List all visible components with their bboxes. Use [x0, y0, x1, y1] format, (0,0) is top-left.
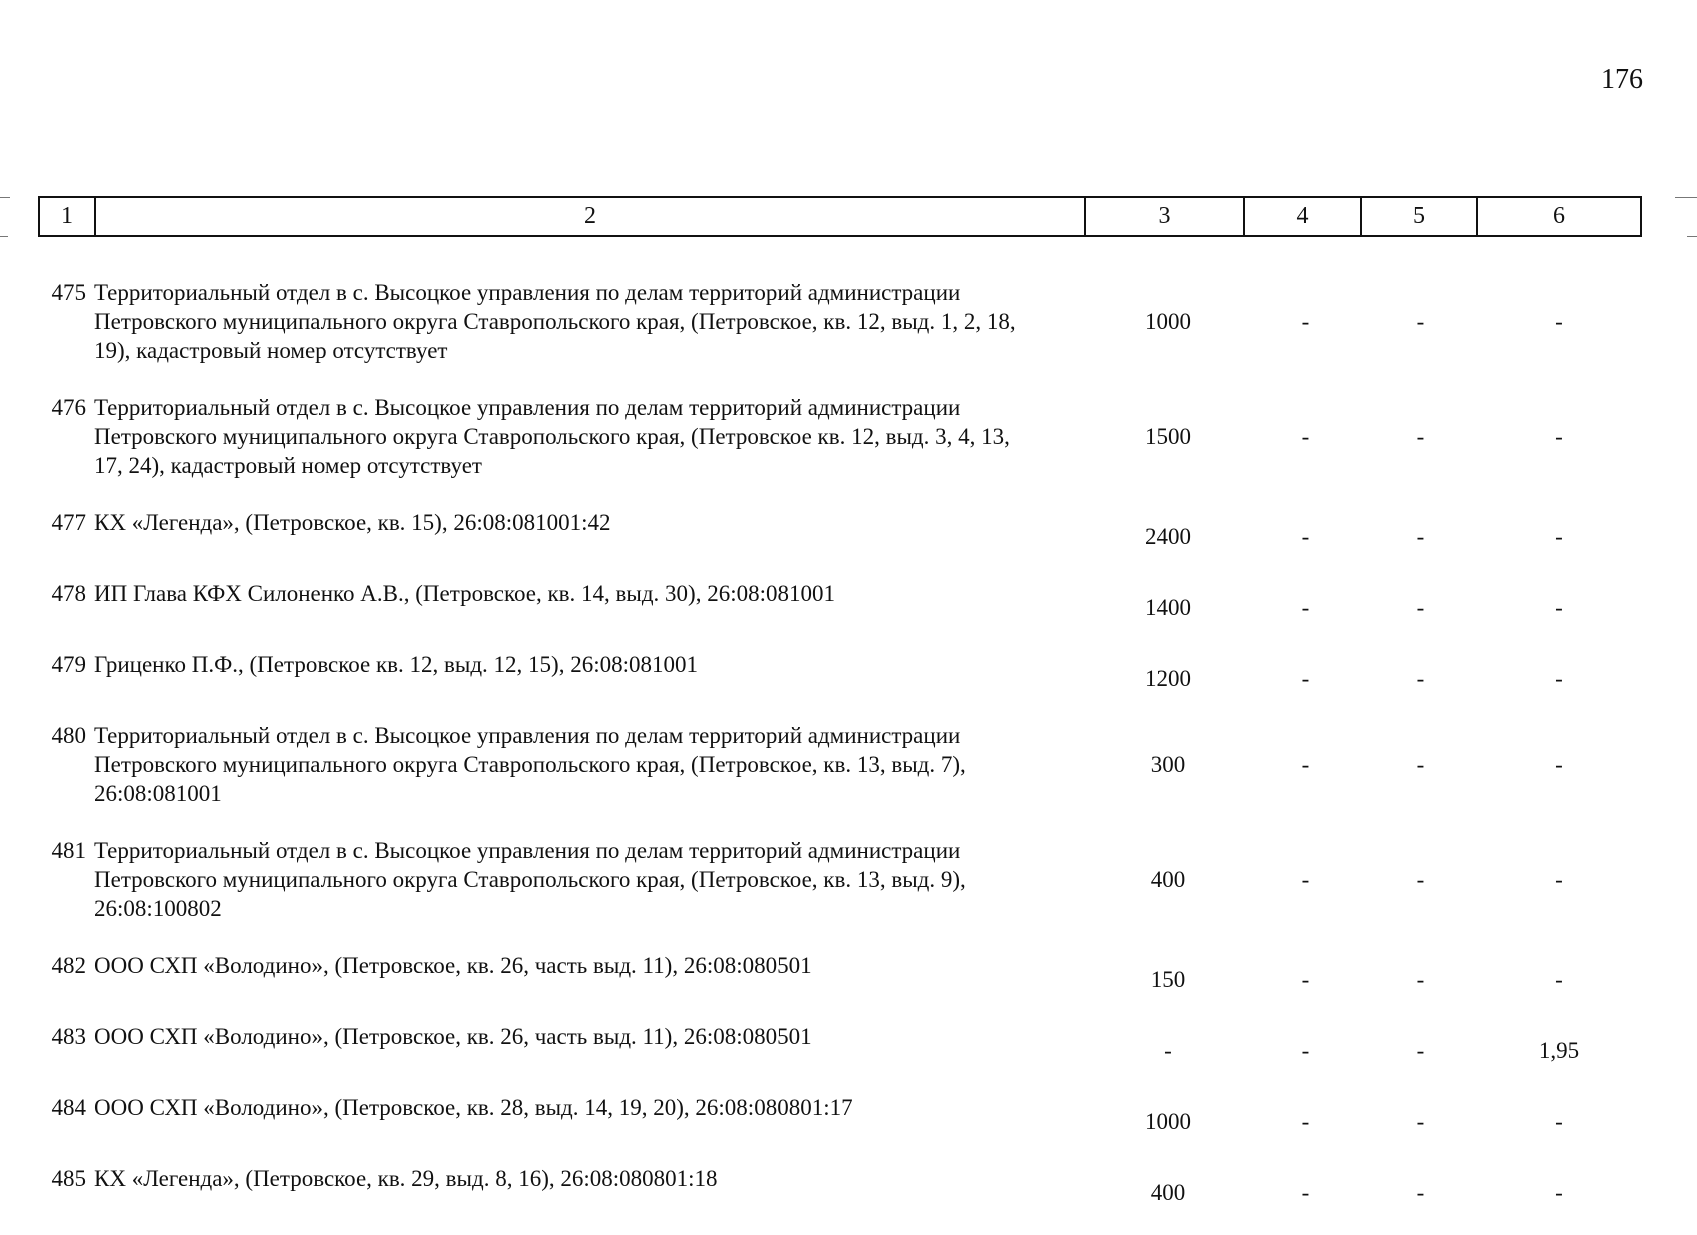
- value-col-6: -: [1555, 752, 1563, 777]
- record-row: [38, 508, 1642, 551]
- column-header-5: 5: [1361, 197, 1477, 236]
- right-edge-mark-2: [1687, 236, 1697, 237]
- record-values: [1088, 721, 1642, 808]
- record-row: [38, 1022, 1642, 1065]
- value-col-6: -: [1555, 1180, 1563, 1205]
- value-col-5: -: [1416, 1038, 1425, 1063]
- value-col-4: -: [1301, 524, 1310, 549]
- record-values: [1088, 508, 1642, 551]
- record-description: [86, 1093, 1088, 1122]
- record-description: [86, 1022, 1088, 1051]
- value-col-4: -: [1301, 595, 1310, 620]
- value-col-5: -: [1416, 309, 1425, 334]
- column-header-row: [39, 197, 1641, 236]
- value-col-3: 150: [1150, 967, 1186, 992]
- value-col-4: -: [1301, 1180, 1310, 1205]
- value-col-6: -: [1555, 309, 1563, 334]
- description-line: Территориальный отдел в с. Высоцкое управления по делам территорий администрации: [94, 838, 961, 863]
- column-header-1: 1: [39, 197, 95, 236]
- value-col-3: 400: [1150, 1180, 1186, 1205]
- record-number: 485: [51, 1166, 86, 1191]
- record-row: [38, 951, 1642, 994]
- record-number: 481: [51, 838, 86, 863]
- description-line: 19), кадастровый номер отсутствует: [94, 338, 448, 363]
- record-number: 476: [51, 395, 86, 420]
- record-row: [38, 278, 1642, 365]
- value-col-5: -: [1416, 867, 1425, 892]
- record-description: [86, 278, 1088, 365]
- record-description: [86, 393, 1088, 480]
- value-col-4: -: [1301, 666, 1310, 691]
- description-line: Петровского муниципального округа Ставропольского края, (Петровское кв. 12, выд. 3, 4, 13,: [94, 424, 1010, 449]
- value-col-4: -: [1301, 967, 1310, 992]
- value-col-3: 1400: [1145, 595, 1191, 620]
- column-header-table: [38, 196, 1642, 237]
- record-number: 484: [51, 1095, 86, 1120]
- value-col-3: 1500: [1145, 424, 1191, 449]
- value-col-4: -: [1301, 1109, 1310, 1134]
- record-description: [86, 579, 1088, 608]
- value-col-4: -: [1301, 424, 1310, 449]
- description-line: 26:08:081001: [94, 781, 222, 806]
- description-line: Петровского муниципального округа Ставропольского края, (Петровское, кв. 13, выд. 9),: [94, 867, 966, 892]
- column-header-2: 2: [95, 197, 1085, 236]
- value-col-6: -: [1555, 524, 1563, 549]
- record-description: [86, 721, 1088, 808]
- record-values: [1088, 393, 1642, 480]
- description-line: 26:08:100802: [94, 896, 222, 921]
- record-number: 478: [51, 581, 86, 606]
- left-edge-mark: [0, 197, 10, 198]
- value-col-6: -: [1555, 666, 1563, 691]
- column-header-6: 6: [1477, 197, 1641, 236]
- record-row: [38, 721, 1642, 808]
- value-col-5: -: [1416, 752, 1425, 777]
- value-col-6: -: [1555, 1109, 1563, 1134]
- record-description: [86, 508, 1088, 537]
- right-edge-mark: [1675, 197, 1697, 198]
- record-description: [86, 1164, 1088, 1193]
- value-col-3: 1000: [1145, 1109, 1191, 1134]
- record-row: [38, 393, 1642, 480]
- record-description: [86, 836, 1088, 923]
- value-col-3: 400: [1150, 867, 1186, 892]
- value-col-3: 1000: [1145, 309, 1191, 334]
- description-line: ООО СХП «Володино», (Петровское, кв. 26, часть выд. 11), 26:08:080501: [94, 1024, 812, 1049]
- description-line: ООО СХП «Володино», (Петровское, кв. 28, выд. 14, 19, 20), 26:08:080801:17: [94, 1095, 853, 1120]
- value-col-6: -: [1555, 867, 1563, 892]
- description-line: КХ «Легенда», (Петровское, кв. 29, выд. 8, 16), 26:08:080801:18: [94, 1166, 718, 1191]
- value-col-6: -: [1555, 595, 1563, 620]
- value-col-6: 1,95: [1538, 1038, 1580, 1063]
- record-number: 483: [51, 1024, 86, 1049]
- value-col-4: -: [1301, 752, 1310, 777]
- value-col-4: -: [1301, 867, 1310, 892]
- record-description: [86, 951, 1088, 980]
- record-row: [38, 579, 1642, 622]
- description-line: Петровского муниципального округа Ставропольского края, (Петровское, кв. 13, выд. 7),: [94, 752, 966, 777]
- record-row: [38, 1093, 1642, 1136]
- description-line: КХ «Легенда», (Петровское, кв. 15), 26:08:081001:42: [94, 510, 611, 535]
- value-col-5: -: [1416, 595, 1425, 620]
- value-col-5: -: [1416, 524, 1425, 549]
- record-values: [1088, 278, 1642, 365]
- record-values: [1088, 836, 1642, 923]
- column-header-4: 4: [1244, 197, 1361, 236]
- value-col-5: -: [1416, 1109, 1425, 1134]
- record-values: [1088, 951, 1642, 994]
- left-edge-mark-2: [0, 236, 8, 237]
- value-col-5: -: [1416, 967, 1425, 992]
- description-line: Петровского муниципального округа Ставропольского края, (Петровское, кв. 12, выд. 1, 2, 18,: [94, 309, 1016, 334]
- value-col-6: -: [1555, 967, 1563, 992]
- description-line: Территориальный отдел в с. Высоцкое управления по делам территорий администрации: [94, 723, 961, 748]
- page-number: 176: [1601, 64, 1643, 95]
- description-line: Территориальный отдел в с. Высоцкое управления по делам территорий администрации: [94, 395, 961, 420]
- value-col-3: 1200: [1145, 666, 1191, 691]
- value-col-6: -: [1555, 424, 1563, 449]
- record-values: [1088, 1093, 1642, 1136]
- record-values: [1088, 650, 1642, 693]
- record-row: [38, 1164, 1642, 1207]
- value-col-5: -: [1416, 666, 1425, 691]
- value-col-3: 2400: [1145, 524, 1191, 549]
- description-line: Гриценко П.Ф., (Петровское кв. 12, выд. 12, 15), 26:08:081001: [94, 652, 698, 677]
- record-number: 477: [51, 510, 86, 535]
- description-line: Территориальный отдел в с. Высоцкое управления по делам территорий администрации: [94, 280, 961, 305]
- record-row: [38, 650, 1642, 693]
- record-description: [86, 650, 1088, 679]
- value-col-4: -: [1301, 1038, 1310, 1063]
- description-line: ИП Глава КФХ Силоненко А.В., (Петровское, кв. 14, выд. 30), 26:08:081001: [94, 581, 835, 606]
- record-number: 480: [51, 723, 86, 748]
- value-col-4: -: [1301, 309, 1310, 334]
- records-list: [38, 278, 1642, 1235]
- record-values: [1088, 579, 1642, 622]
- value-col-3: -: [1164, 1038, 1172, 1063]
- record-row: [38, 836, 1642, 923]
- record-values: [1088, 1022, 1642, 1065]
- value-col-3: 300: [1150, 752, 1186, 777]
- column-header-3: 3: [1085, 197, 1244, 236]
- record-number: 482: [51, 953, 86, 978]
- record-number: 479: [51, 652, 86, 677]
- record-values: [1088, 1164, 1642, 1207]
- description-line: 17, 24), кадастровый номер отсутствует: [94, 453, 482, 478]
- description-line: ООО СХП «Володино», (Петровское, кв. 26, часть выд. 11), 26:08:080501: [94, 953, 812, 978]
- value-col-5: -: [1416, 1180, 1425, 1205]
- record-number: 475: [51, 280, 86, 305]
- value-col-5: -: [1416, 424, 1425, 449]
